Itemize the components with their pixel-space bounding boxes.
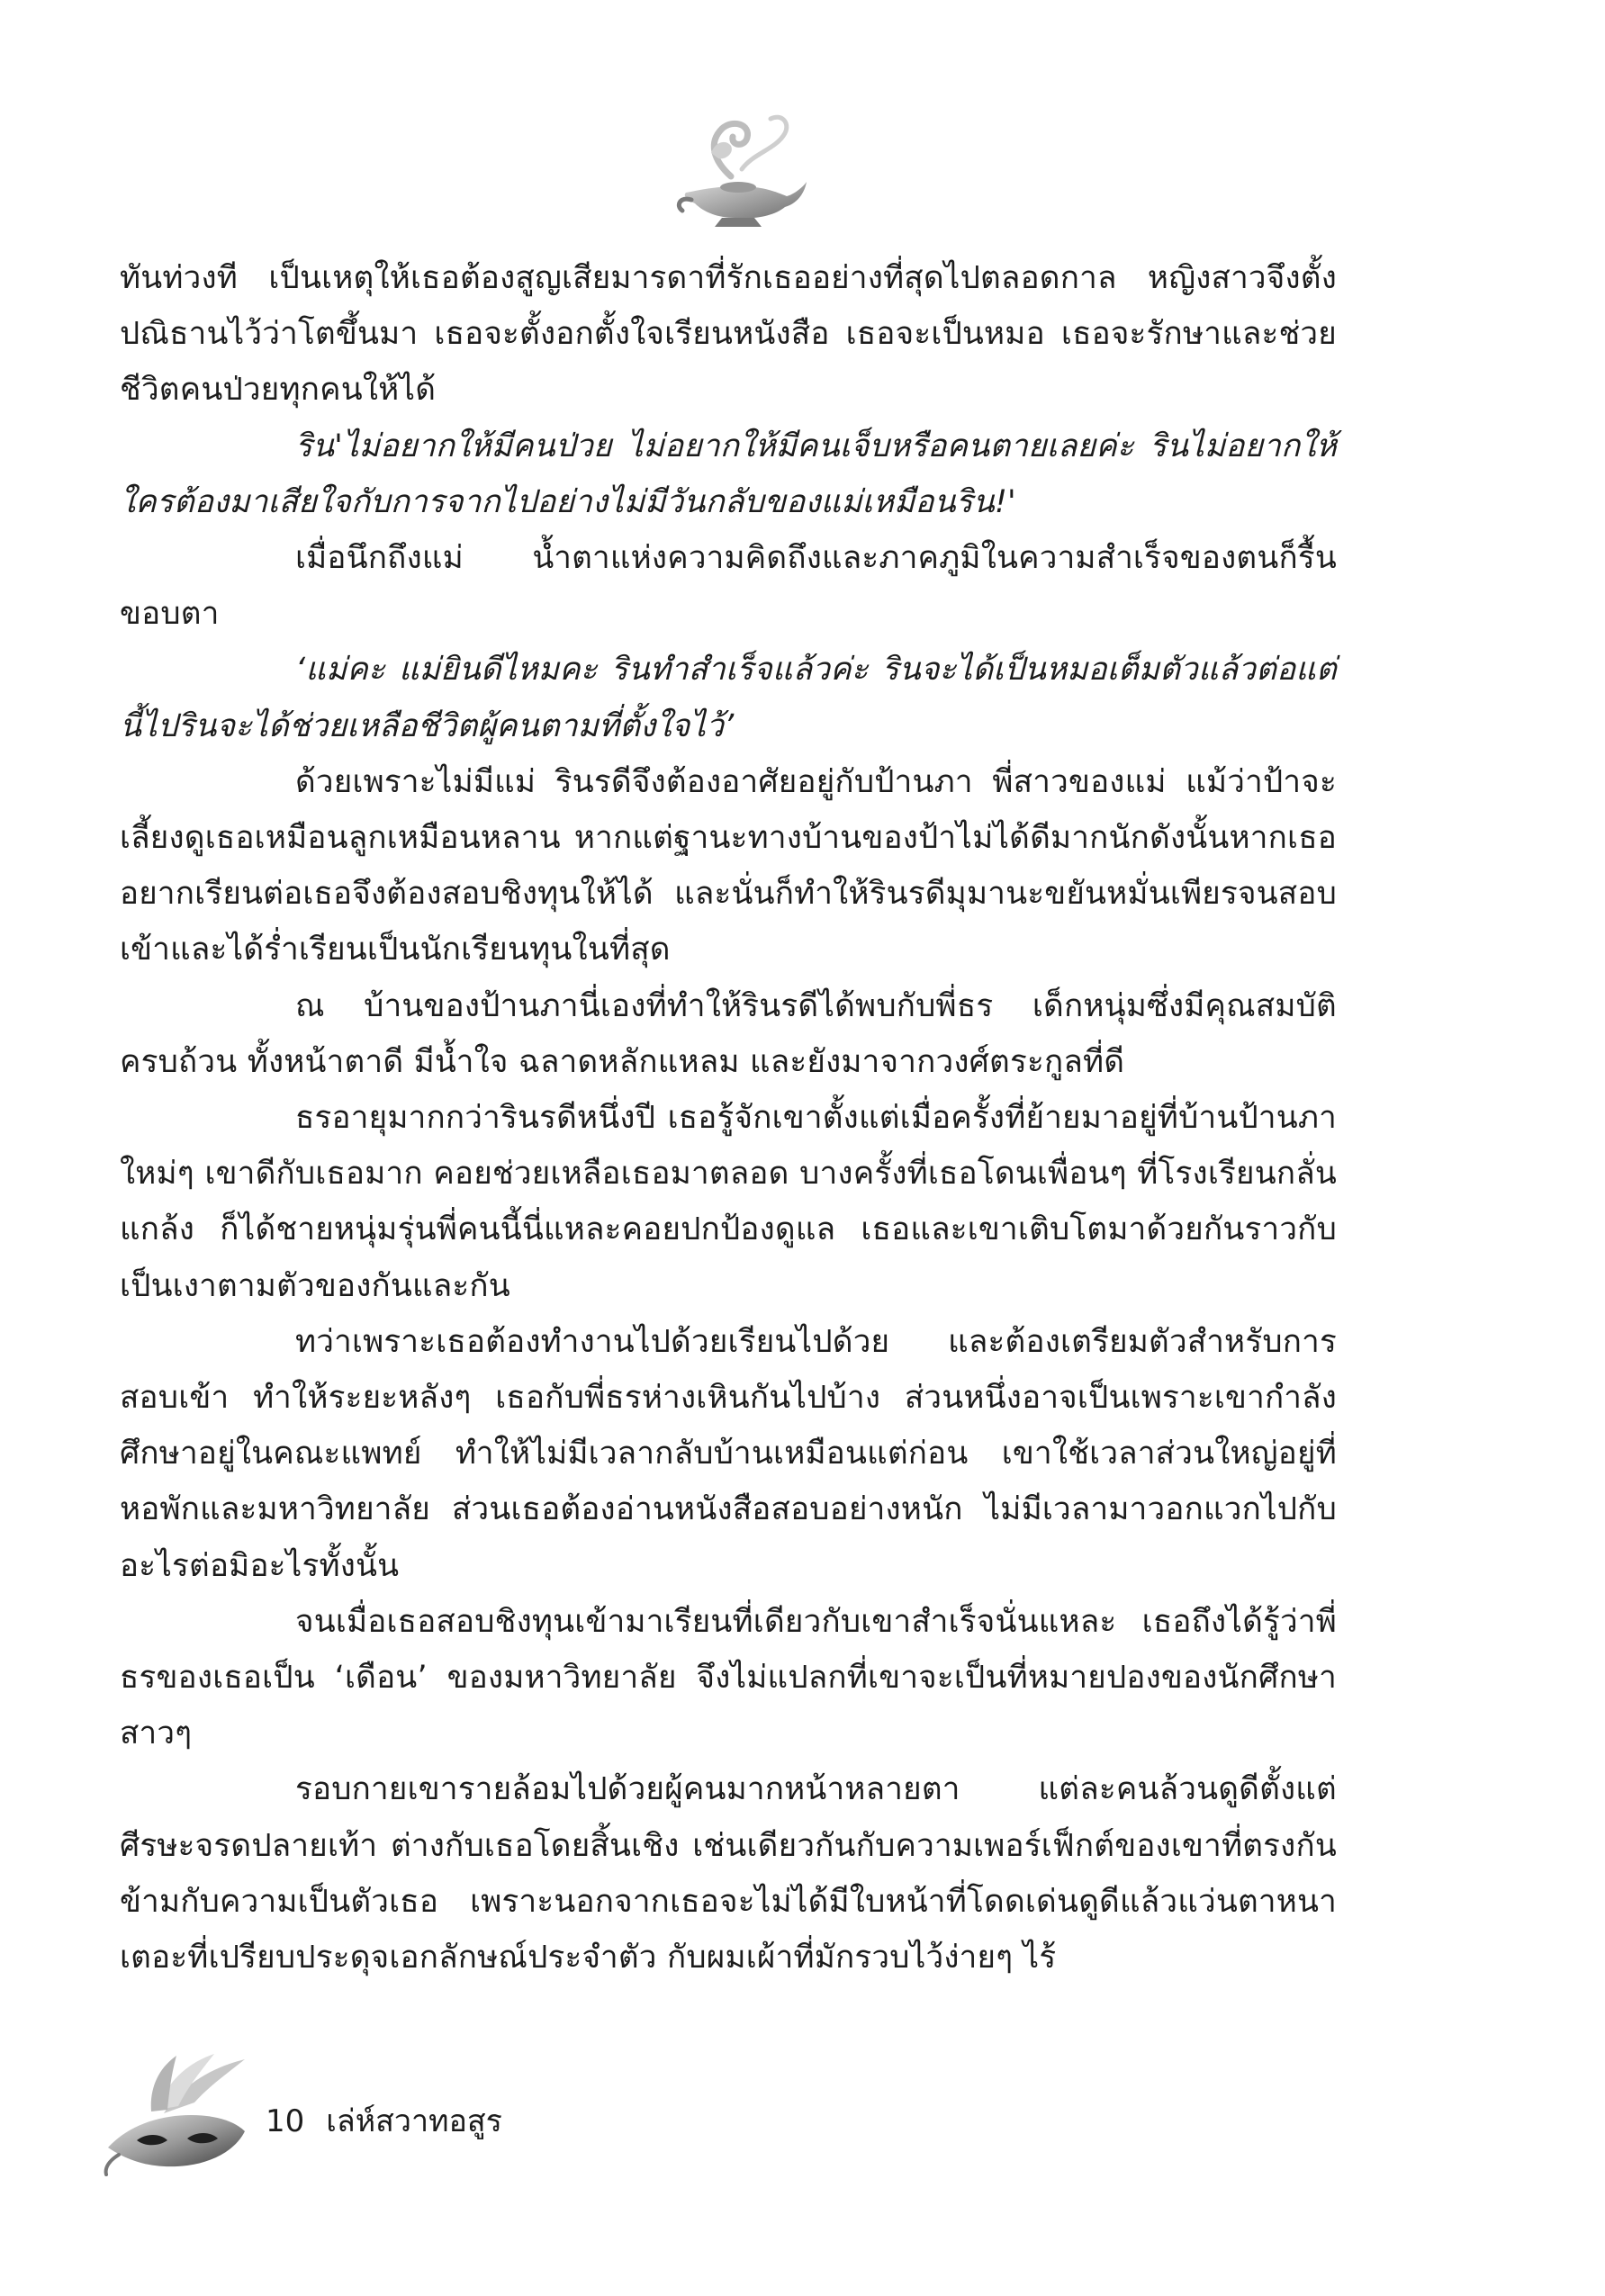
masquerade-mask-icon: [101, 2050, 272, 2181]
paragraph: ทันท่วงที เป็นเหตุให้เธอต้องสูญเสียมารดาที่รักเธออย่างที่สุดไปตลอดกาล หญิงสาวจึงตั้งปณิธานไว้ว่าโตขึ้นมา เธอจะตั้งอกตั้งใจเรียนหนังสือ เธอจะเป็นหมอ เธอจะรักษาและช่วยชีวิตคนป่วยทุกคนให้ได้: [120, 260, 1337, 409]
paragraph: จนเมื่อเธอสอบชิงทุนเข้ามาเรียนที่เดียวกับเขาสำเร็จนั่นแหละ เธอถึงได้รู้ว่าพี่ธรของเธอเป็น ‘เดือน’ ของมหาวิทยาลัย จึงไม่แปลกที่เขาจะเป็นที่หมายปองของนักศึกษาสาวๆ: [120, 1603, 1337, 1752]
paragraph: เมื่อนึกถึงแม่ น้ำตาแห่งความคิดถึงและภาคภูมิในความสำเร็จของตนก็รื้นขอบตา: [120, 540, 1337, 633]
magic-lamp-icon: [668, 106, 812, 241]
paragraph: ทว่าเพราะเธอต้องทำงานไปด้วยเรียนไปด้วย และต้องเตรียมตัวสำหรับการสอบเข้า ทำให้ระยะหลังๆ เธอกับพี่ธรห่างเหินกันไปบ้าง ส่วนหนึ่งอาจเป็นเพราะเขากำลังศึกษาอยู่ในคณะแพทย์ ทำให้ไม่มีเวลากลับบ้านเหมือนแต่ก่อน เขาใช้เวลาส่วนใหญ่อยู่ที่หอพักและมหาวิทยาลัย ส่วนเธอต้องอ่านหนังสือสอบอย่างหนัก ไม่มีเวลามาวอกแวกไปกับอะไรต่อมิอะไรทั้งนั้น: [120, 1323, 1337, 1584]
paragraph: ณ บ้านของป้านภานี่เองที่ทำให้รินรดีได้พบกับพี่ธร เด็กหนุ่มซึ่งมีคุณสมบัติครบถ้วน ทั้งหน้าตาดี มีน้ำใจ ฉลาดหลักแหลม และยังมาจากวงศ์ตระกูลที่ดี: [120, 987, 1337, 1080]
book-title: เล่ห์สวาทอสูร: [326, 2103, 502, 2139]
paragraph: รอบกายเขารายล้อมไปด้วยผู้คนมากหน้าหลายตา แต่ละคนล้วนดูดีตั้งแต่ศีรษะจรดปลายเท้า ต่างกับเธอโดยสิ้นเชิง เช่นเดียวกันกับความเพอร์เฟ็กต์ของเขาที่ตรงกันข้ามกับความเป็นตัวเธอ เพราะนอกจากเธอจะไม่ได้มีใบหน้าที่โดดเด่นดูดีแล้วแว่นตาหนาเตอะที่เปรียบประดุจเอกลักษณ์ประจำตัว กับผมเผ้าที่มักรวบไว้ง่ายๆ ไร้: [120, 1771, 1337, 1976]
paragraph: ด้วยเพราะไม่มีแม่ รินรดีจึงต้องอาศัยอยู่กับป้านภา พี่สาวของแม่ แม้ว่าป้าจะเลี้ยงดูเธอเหมือนลูกเหมือนหลาน หากแต่ฐานะทางบ้านของป้าไม่ได้ดีมากนักดังนั้นหากเธออยากเรียนต่อเธอจึงต้องสอบชิงทุนให้ได้ และนั่นก็ทำให้รินรดีมุมานะขยันหมั่นเพียรจนสอบเข้าและได้ร่ำเรียนเป็นนักเรียนทุนในที่สุด: [120, 763, 1337, 968]
page-footer: [266, 2096, 502, 2145]
paragraph: ริน'ไม่อยากให้มีคนป่วย ไม่อยากให้มีคนเจ็บหรือคนตายเลยค่ะ รินไม่อยากให้ใครต้องมาเสียใจกับการจากไปอย่างไม่มีวันกลับของแม่เหมือนริน!': [120, 428, 1337, 520]
body-text: [120, 250, 1337, 1985]
page-number: 10: [266, 2103, 305, 2139]
paragraph: ‘แม่คะ แม่ยินดีไหมคะ รินทำสำเร็จแล้วค่ะ รินจะได้เป็นหมอเต็มตัวแล้วต่อแต่นี้ไปรินจะได้ช่วยเหลือชีวิตผู้คนตามที่ตั้งใจไว้’: [120, 652, 1337, 744]
paragraph: ธรอายุมากกว่ารินรดีหนึ่งปี เธอรู้จักเขาตั้งแต่เมื่อครั้งที่ย้ายมาอยู่ที่บ้านป้านภาใหม่ๆ เขาดีกับเธอมาก คอยช่วยเหลือเธอมาตลอด บางครั้งที่เธอโดนเพื่อนๆ ที่โรงเรียนกลั่นแกล้ง ก็ได้ชายหนุ่มรุ่นพี่คนนี้นี่แหละคอยปกป้องดูแล เธอและเขาเติบโตมาด้วยกันราวกับเป็นเงาตามตัวของกันและกัน: [120, 1100, 1337, 1304]
